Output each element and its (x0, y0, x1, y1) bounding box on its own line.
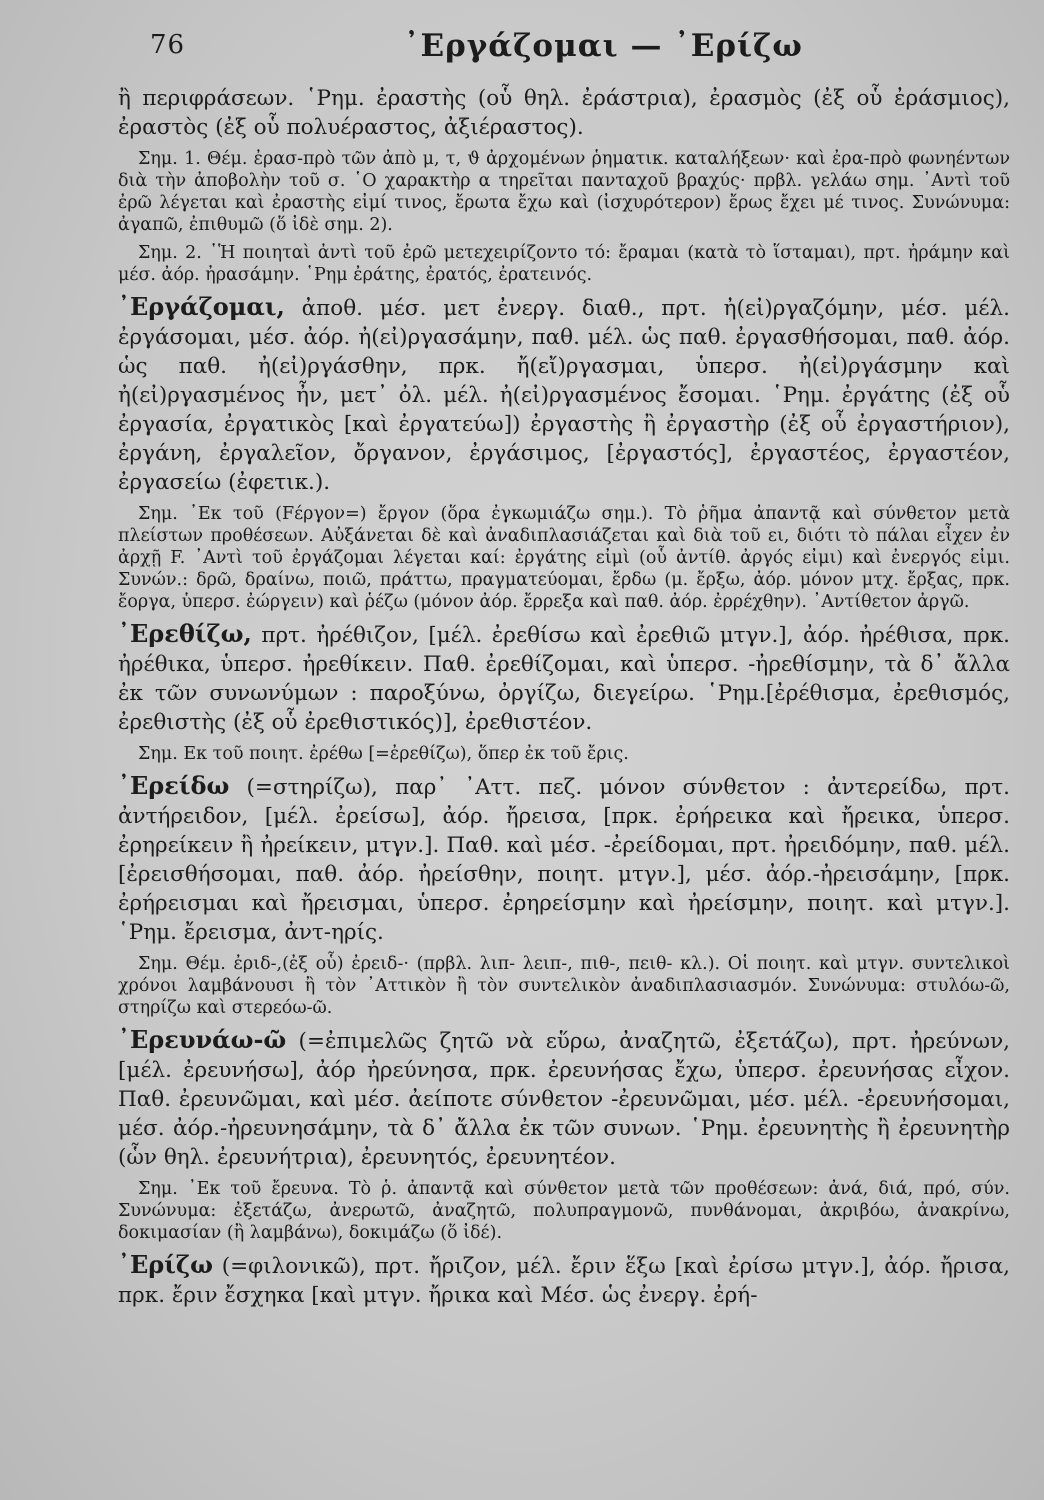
usage-note (118, 503, 1010, 613)
note-text: Σημ. ᾿Εκ τοῦ (Fέργον=) ἔργον (ὅρα ἐγκωμιάζω σημ.). Τὸ ῥῆμα ἀπαντᾷ καὶ σύνθετον μετὰ πλείστων προθέσεων. Αὐξάνεται δὲ καὶ ἀναδιπλασιάζεται καὶ διὰ τοῦ ει, διότι τὸ πάλαι εἶχεν ἐν ἀρχῇ F. ᾿Αντὶ τοῦ ἐργάζομαι λέγεται καί: ἐργάτης εἰμὶ (οὗ ἀντίθ. ἀργός εἰμι) καὶ ἐνεργός εἰμι. Συνών.: δρῶ, δραίνω, ποιῶ, πράττω, πραγματεύομαι, ἔρδω (μ. ἔρξω, ἀόρ. μόνον μτχ. ἔρξας, πρκ. ἔοργα, ὑπερσ. ἐώργειν) καὶ ῥέζω (μόνον ἀόρ. ἔρρεξα καὶ παθ. ἀόρ. ἐρρέχθην). ᾿Αντίθετον ἀργῶ. (118, 504, 1010, 612)
note-text: Σημ. ᾿Εκ τοῦ ἔρευνα. Τὸ ῥ. ἀπαντᾷ καὶ σύνθετον μετὰ τῶν προθέσεων: ἀνά, διά, πρό, σύν. Συνώνυμα: ἐξετάζω, ἀνερωτῶ, ἀναζητῶ, πολυπραγμονῶ, πυνθάνομαι, ἀκριβόω, ἀνακρίνω, δοκιμασίαν (ἢ λαμβάνω), δοκιμάζω (ὅ ἰδέ). (118, 1179, 1010, 1243)
page-number: 76 (150, 30, 186, 60)
running-head: ᾿Εργάζομαι — ᾿Ερίζω (404, 28, 803, 64)
note-text: Σημ. Εκ τοῦ ποιητ. ἐρέθω [=ἐρεθίζω), ὅπερ ἐκ τοῦ ἔρις. (138, 744, 629, 764)
entry-text: (=ἐπιμελῶς ζητῶ νὰ εὕρω, ἀναζητῶ, ἐξετάζω), πρτ. ἠρεύνων, [μέλ. ἐρευνήσω], ἀόρ ἠρεύνησα, πρκ. ἐρευνήσας ἔχω, ὑπερσ. ἐρευνήσας εἶχον. Παθ. ἐρευνῶμαι, καὶ μέσ. ἀείποτε σύνθετον -ἐρευνῶμαι, μέσ. μέλ. -ἐρευνήσομαι, μέσ. ἀόρ.-ἠρευνησάμην, τὰ δ᾿ ἄλλα ἐκ τῶν συνων. ῾Ρημ. ἐρευνητὴς ἢ ἐρευνητὴρ (ὧν θηλ. ἐρευνήτρια), ἐρευνητός, ἐρευνητέον. (118, 1029, 1010, 1170)
entry-text: (=στηρίζω), παρ᾿ ᾿Αττ. πεζ. μόνον σύνθετον : ἀντερείδω, πρτ. ἀντήρειδον, [μέλ. ἐρείσω], ἀόρ. ἤρεισα, [πρκ. ἐρήρεικα καὶ ἤρεικα, ὑπερσ. ἐρηρείκειν ἢ ἠρείκειν, μτγν.]. Παθ. καὶ μέσ. -ἐρείδομαι, πρτ. ἠρειδόμην, παθ. μέλ. [ἐρεισθήσομαι, παθ. ἀόρ. ἠρείσθην, ποιητ. μτγν.], μέσ. ἀόρ.-ἠρεισάμην, [πρκ. ἐρήρεισμαι καὶ ἤρεισμαι, ὑπερσ. ἐρηρείσμην καὶ ἠρείσμην, ποιητ. καὶ μτγν.]. ῾Ρημ. ἔρεισμα, ἀντ-ηρίς. (118, 775, 1010, 945)
entry-text: ἀποθ. μέσ. μετ ἐνεργ. διαθ., πρτ. ἠ(εἰ)ργαζόμην, μέσ. μέλ. ἐργάσομαι, μέσ. ἀόρ. ἠ(εἰ)ργασάμην, παθ. μέλ. ὡς παθ. ἐργασθήσομαι, παθ. ἀόρ. ὡς παθ. ἠ(εἰ)ργάσθην, πρκ. ἤ(εἴ)ργασμαι, ὑπερσ. ἠ(εἰ)ργάσμην καὶ ἠ(εἰ)ργασμένος ἦν, μετ᾿ ὀλ. μέλ. ἠ(εἰ)ργασμένος ἔσομαι. ῾Ρημ. ἐργάτης (ἐξ οὗ ἐργασία, ἐργατικὸς [καὶ ἐργατεύω]) ἐργαστὴς ἢ ἐργαστὴρ (ἐξ οὗ ἐργαστήριον), ἐργάνη, ἐργαλεῖον, ὄργανον, ἐργάσιμος, [ἐργαστός], ἐργαστέος, ἐργαστέον, ἐργασείω (ἐφετικ.). (118, 296, 1010, 495)
usage-note (118, 242, 1010, 286)
page-body (118, 84, 1010, 1310)
page-header (118, 26, 1010, 78)
dictionary-entry (118, 771, 1010, 947)
entry-text: (=φιλονικῶ), πρτ. ἤριζον, μέλ. ἔριν ἕξω [καὶ ἐρίσω μτγν.], ἀόρ. ἤρισα, πρκ. ἔριν ἔσχηκα [καὶ μτγν. ἤρικα καὶ Μέσ. ὡς ἐνεργ. ἐρή- (118, 1254, 1010, 1308)
entry-headword: ᾿Εργάζομαι, (118, 292, 285, 321)
note-text: Σημ. Θέμ. ἐριδ-,(ἐξ οὗ) ἐρειδ-· (πρβλ. λιπ- λειπ-, πιθ-, πειθ- κλ.). Οἱ ποιητ. καὶ μτγν. συντελικοὶ χρόνοι λαμβάνουσι ἢ τὸν ᾿Αττικὸν ἢ τὸν συντελικὸν ἀναδιπλασιασμόν. Συνώνυμα: στυλόω-ῶ, στηρίζω καὶ στερεόω-ῶ. (118, 954, 1010, 1018)
usage-note (118, 148, 1010, 236)
entry-text: ἢ περιφράσεων. ῾Ρημ. ἐραστὴς (οὗ θηλ. ἐράστρια), ἐρασμὸς (ἐξ οὗ ἐράσμιος), ἐραστὸς (ἐξ οὗ πολυέραστος, ἀξιέραστος). (118, 86, 1010, 140)
dictionary-entry (118, 619, 1010, 737)
entry-headword: ᾿Ερίζω (118, 1250, 213, 1279)
usage-note (118, 1178, 1010, 1244)
usage-note (118, 953, 1010, 1019)
dictionary-entry (118, 1250, 1010, 1310)
dictionary-entry (118, 84, 1010, 142)
entry-headword: ᾿Ερευνάω-ῶ (118, 1025, 287, 1054)
note-text: Σημ. 2. ῾Ἡ ποιηταὶ ἀντὶ τοῦ ἐρῶ μετεχειρίζοντο τό: ἔραμαι (κατὰ τὸ ἵσταμαι), πρτ. ἠράμην καὶ μέσ. ἀόρ. ἠρασάμην. ῾Ρημ ἐράτης, ἐρατός, ἐρατεινός. (118, 243, 1010, 285)
usage-note (118, 743, 1010, 765)
note-text: Σημ. 1. Θέμ. ἐρασ-πρὸ τῶν ἀπὸ μ, τ, ϑ ἀρχομένων ῥηματικ. καταλήξεων· καὶ ἐρα-πρὸ φωνηέντων διὰ τὴν ἀποβολὴν τοῦ σ. ῾Ο χαρακτὴρ α τηρεῖται πανταχοῦ βραχύς· πρβλ. γελάω σημ. ᾿Αντὶ τοῦ ἐρῶ λέγεται καὶ ἐραστὴς εἰμί τινος, ἔρωτα ἔχω καὶ (ἰσχυρότερον) ἔρως ἔχει μέ τινος. Συνώνυμα: ἀγαπῶ, ἐπιθυμῶ (ὅ ἰδὲ σημ. 2). (118, 149, 1010, 235)
entry-text: πρτ. ἠρέθιζον, [μέλ. ἐρεθίσω καὶ ἐρεθιῶ μτγν.], ἀόρ. ἠρέθισα, πρκ. ἠρέθικα, ὑπερσ. ἠρεθίκειν. Παθ. ἐρεθίζομαι, καὶ ὑπερσ. -ἠρεθίσμην, τὰ δ᾿ ἄλλα ἐκ τῶν συνωνύμων : παροξύνω, ὀργίζω, διεγείρω. ῾Ρημ.[ἐρέθισμα, ἐρεθισμός, ἐρεθιστὴς (ἐξ οὗ ἐρεθιστικός)], ἐρεθιστέον. (118, 623, 1010, 735)
entry-headword: ᾿Ερείδω (118, 771, 230, 800)
entry-headword: ᾿Ερεθίζω, (118, 619, 252, 648)
dictionary-entry (118, 292, 1010, 497)
dictionary-entry (118, 1025, 1010, 1172)
